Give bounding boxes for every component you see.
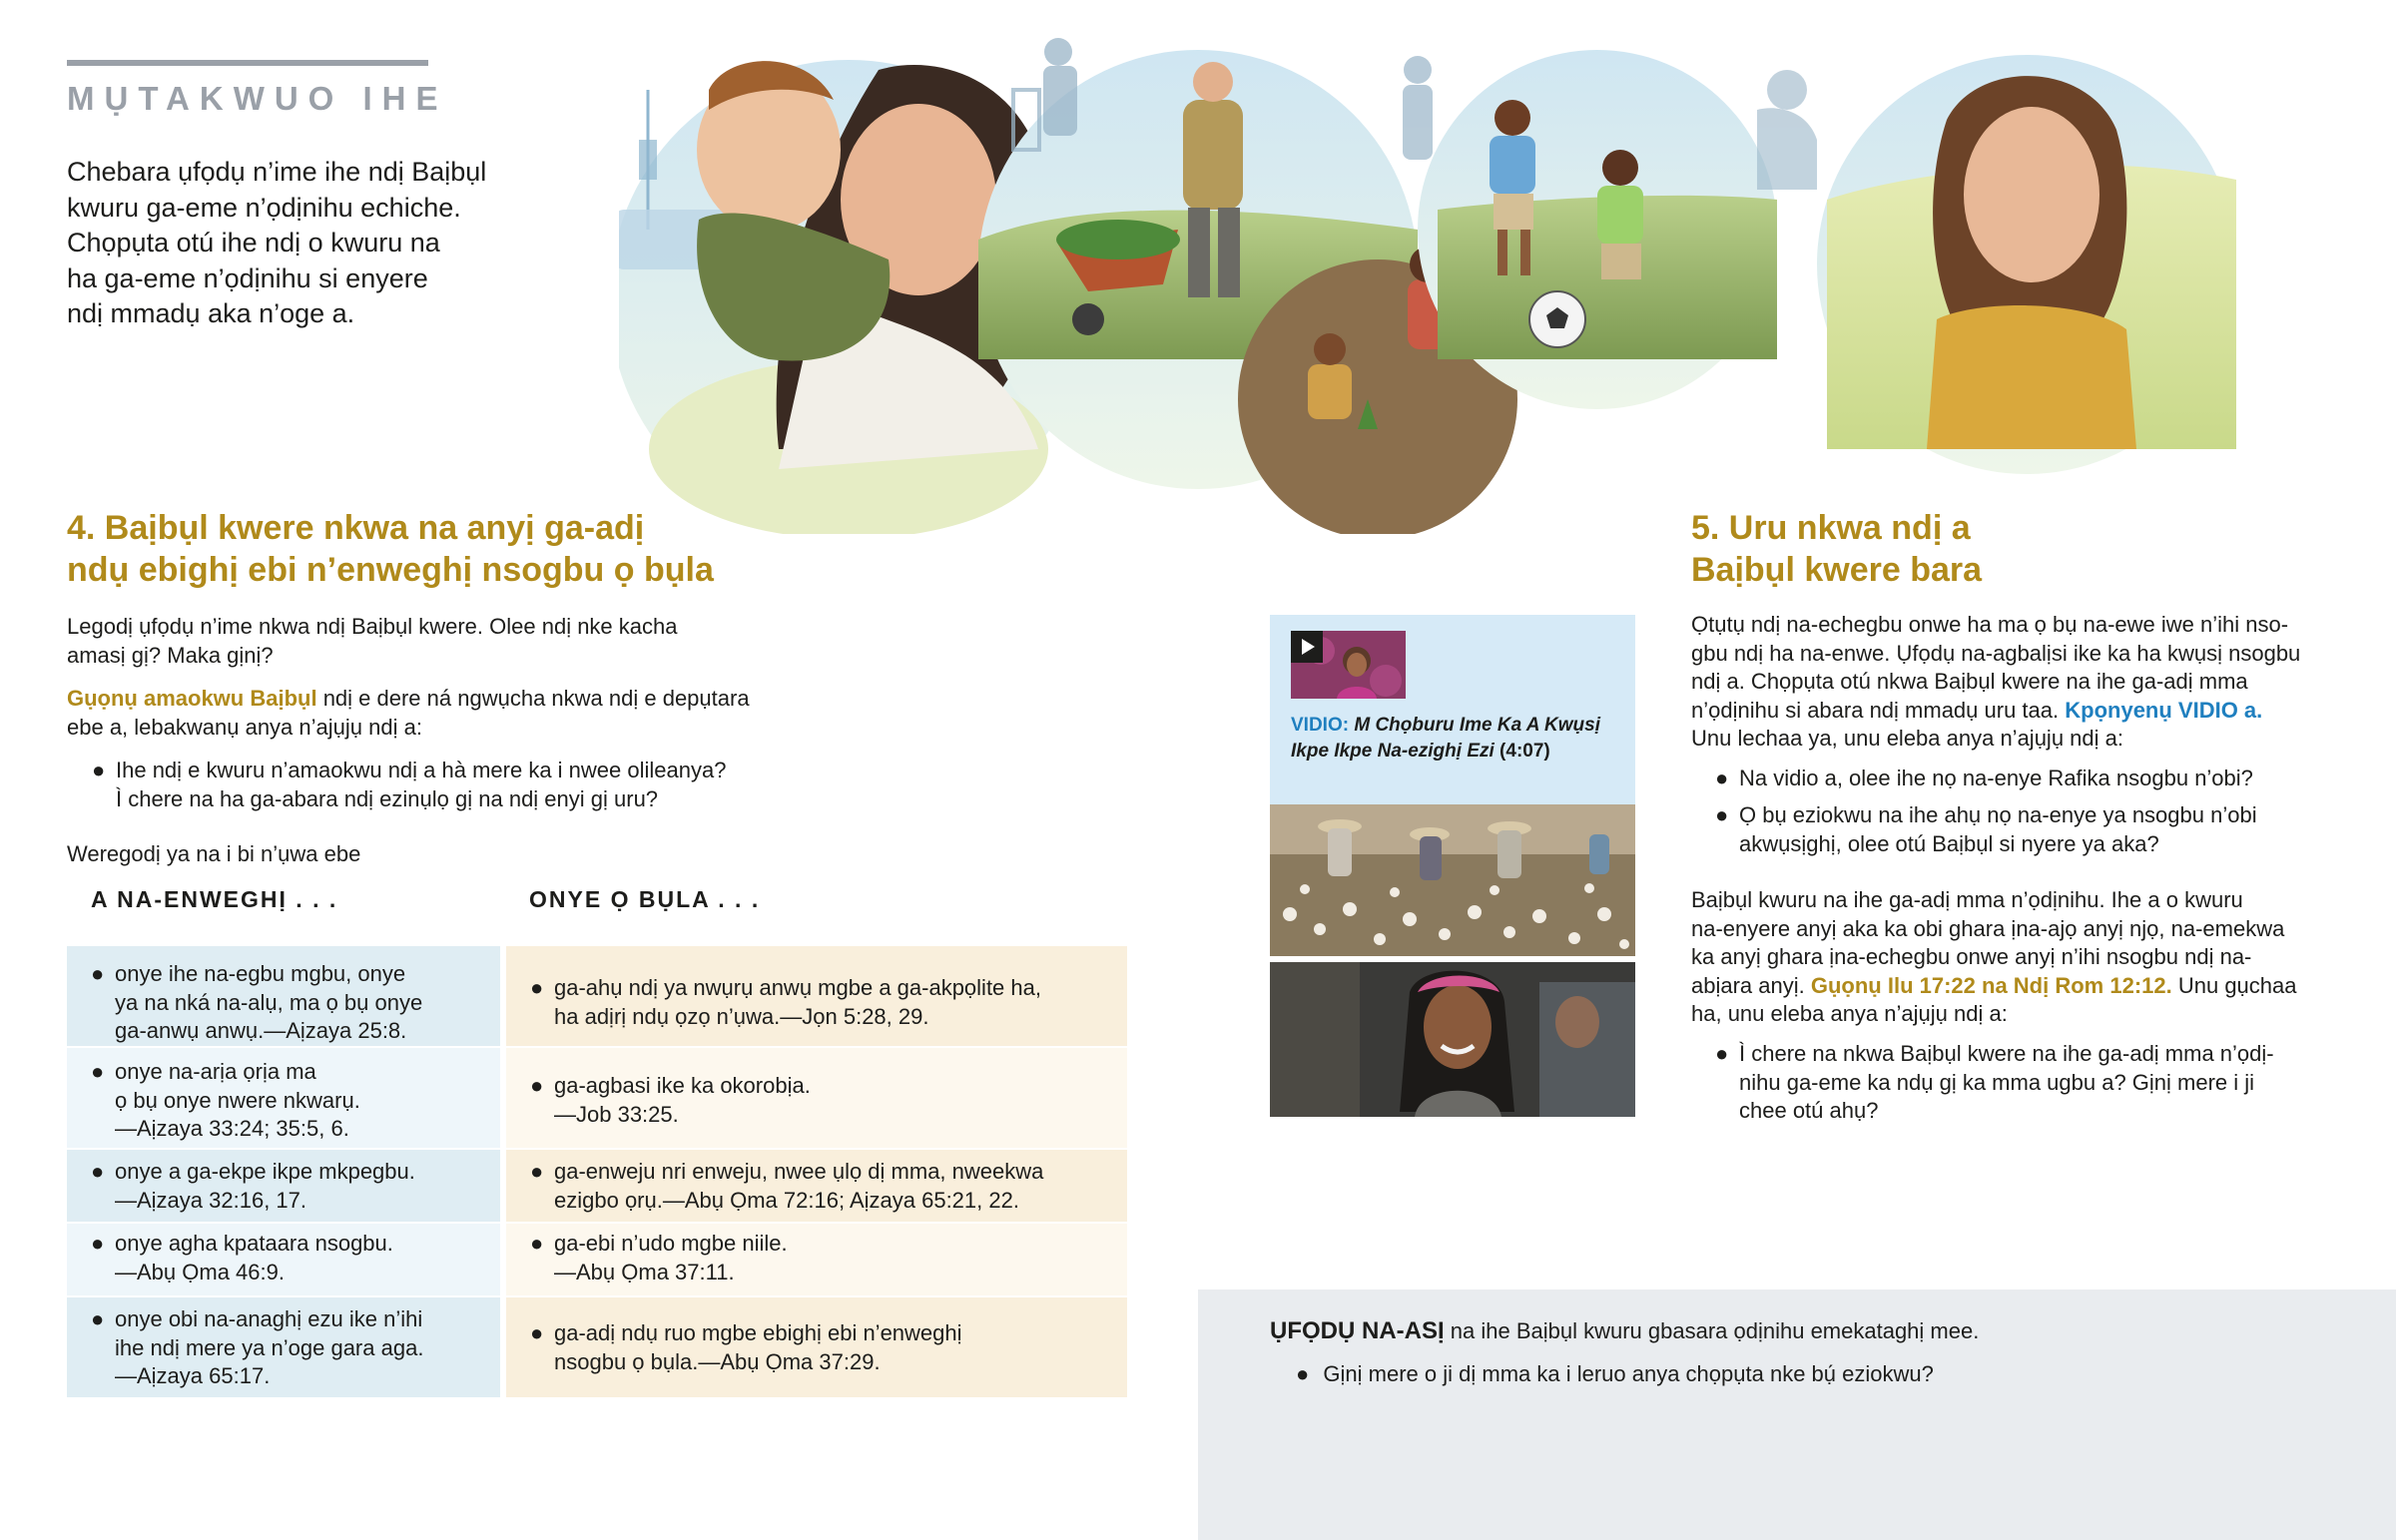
bullet-icon: ● — [91, 1306, 105, 1331]
bullet-icon: ● — [530, 1320, 544, 1345]
objection-statement: ỤFỌDỤ NA-ASỊ na ihe Baịbụl kwuru gbasara ọdịnihu emekataghị mee. — [1270, 1317, 1980, 1344]
boy-running — [1597, 150, 1643, 279]
video-card-header — [1270, 615, 1635, 804]
table-cell-left: ● onye obi na-anaghị ezu ike n’ihi ihe ndị mere ya n’oge gara aga. —Aịzaya 65:17. — [67, 1297, 500, 1397]
woman-carrying-water — [1403, 56, 1433, 160]
bullet-icon: ● — [1715, 1041, 1729, 1066]
section-4-heading: 4. Baịbụl kwere nkwa na anyị ga-adị ndụ ebighị ebi n’enweghị nsogbu ọ bụla — [67, 509, 714, 589]
video-thumbnail[interactable] — [1291, 631, 1406, 699]
table-row — [67, 946, 1127, 1046]
bullet-icon: ● — [1296, 1361, 1310, 1386]
list-item: ● Gịnị mere o ji dị mma ka i leruo anya chọpụta nke bụ́ eziokwu? — [1296, 1361, 1934, 1386]
smiling-woman-image — [1270, 962, 1635, 1117]
read-scriptures-link[interactable]: Gụọnụ Ilu 17:22 na Ndị Rom 12:12. — [1810, 972, 2172, 998]
play-video-link[interactable]: Kpọnyenụ VIDIO a. — [2065, 697, 2263, 723]
section-5-questions — [1691, 765, 2290, 864]
bullet-icon: ● — [530, 1073, 544, 1098]
objection-box — [1198, 1289, 2396, 1540]
list-item: ● Ihe ndị e kwuru n’amaokwu ndị a hà mere ka i nwee olileanya? — [92, 757, 791, 785]
table-row — [67, 1150, 1127, 1222]
table-cell-left: ● onye ihe na-egbu mgbu, onye ya na nká na-alụ, ma ọ bụ onye ga-anwụ anwụ.—Aịzaya 25:8. — [67, 946, 500, 1046]
bullet-icon: ● — [91, 961, 105, 986]
table-cell-left: ● onye agha kpataara nsogbu. —Abụ Ọma 46:9. — [67, 1224, 500, 1295]
read-scriptures-link[interactable]: Gụọnụ amaokwu Baịbụl — [67, 686, 317, 711]
table-row — [67, 1224, 1127, 1295]
bullet-icon: ● — [1715, 766, 1729, 790]
section-5-heading: 5. Uru nkwa ndị a Baịbụl kwere bara — [1691, 509, 1983, 589]
table-cell-left: ● onye a ga-ekpe ikpe mkpegbu. —Aịzaya 32:16, 17. — [67, 1150, 500, 1222]
list-item: ● Na vidio a, olee ihe nọ na-enye Rafika nsogbu n’obi? — [1715, 765, 2314, 793]
list-item: Ì chere na ha ga-abara ndị ezinụlọ gị na ndị enyi gị uru? — [116, 786, 659, 811]
section-4-instruction: Gụọnụ amaokwu Baịbụl ndị e dere ná ngwụcha nkwa ndị e depụtara ebe a, lebakwanụ anya n’ajụjụ ndị a: — [67, 686, 750, 740]
promises-table — [67, 886, 1127, 1395]
bullet-icon: ● — [91, 1059, 105, 1084]
bullet-icon: ● — [1715, 802, 1729, 827]
section-5-paragraph: Baịbụl kwuru na ihe ga-adị mma n’ọdịnihu. Ihe a o kwuru na-enyere anyị aka ka obi ghara ịna-ajọ anyị njọ, na-emekwa ka anyị ghara ịna-echegbu onwe anyị n’ihi nsogbu ndị na- abịara anyị. Gụọnụ Ilu 17:22 na Ndị Rom 12:12. Unu gụchaa ha, unu eleba anya n’ajụjụ ndị a: — [1691, 887, 2297, 1026]
table-header-right: ONYE Ọ BỤLA . . . — [529, 886, 761, 912]
table-row — [67, 1297, 1127, 1397]
list-item: ● Ọ bụ eziokwu na ihe ahụ nọ na-enye ya nsogbu n’obi akwụsịghị, olee otú Baịbụl si nyere ya aka? — [1715, 802, 2257, 856]
section-5-intro: Ọtụtụ ndị na-echegbu onwe ha ma ọ bụ na-ewe iwe n’ihi nso- gbu ndị ha na-enwe. Ụfọdụ na-agbalịsi ike ka ha kwụsị nsogbu ndị a. Chọpụta otú nkwa Baịbụl kwere na ihe ga-adị mma n’ọdịnihu si abara ndị mmadụ uru taa. Kpọnyenụ VIDIO a. Unu lechaa ya, unu eleba anya n’ajụjụ ndị a: — [1691, 612, 2301, 751]
header-rule — [67, 60, 428, 66]
future-hope-illustration — [619, 30, 2276, 534]
table-cell-left: ● onye na-arịa ọrịa ma ọ bụ onye nwere nkwarụ. —Aịzaya 33:24; 35:5, 6. — [67, 1048, 500, 1148]
table-header-left: A NA-ENWEGHỊ . . . — [91, 886, 338, 912]
table-cell-right: ● ga-agbasi ike ka okorobịa. —Job 33:25. — [506, 1048, 1127, 1148]
table-cell-right: ● ga-ahụ ndị ya nwụrụ anwụ mgbe a ga-akpọlite ha, ha adịrị ndụ ọzọ n’ụwa.—Jọn 5:28, 29. — [506, 946, 1127, 1046]
woman-shirt — [1927, 305, 2136, 449]
intro-text: Chebara ụfọdụ n’ime ihe ndị Baịbụl kwuru ga-eme n’ọdịnihu echiche. Chọpụta otú ihe ndị o kwuru na ha ga-eme n’ọdịnihu si enyere ndị mmadụ aka n’oge a. — [67, 157, 487, 328]
table-cell-right: ● ga-ebi n’udo mgbe niile. —Abụ Ọma 37:11. — [506, 1224, 1127, 1295]
table-row — [67, 1048, 1127, 1148]
video-title[interactable]: VIDIO: M Chọburu Ime Ka A Kwụsị Ikpe Ikpe Na-ezighị Ezi (4:07) — [1291, 715, 1600, 762]
section-4-questions — [92, 757, 791, 828]
list-item: ● Ì chere na nkwa Baịbụl kwere na ihe ga-adị mma n’ọdị- nihu ga-eme ka ndụ gị ka mma ugbu a? Gịnị mere i ji chee otú ahụ? — [1715, 1041, 2274, 1123]
table-cell-right: ● ga-adị ndụ ruo mgbe ebighị ebi n’enweghị nsogbu ọ bụla.—Abụ Ọma 37:29. — [506, 1297, 1127, 1397]
woman-face — [1964, 107, 2099, 282]
bullet-icon: ● — [91, 1159, 105, 1184]
face — [1424, 985, 1492, 1069]
section-4-lead-in: Weregodị ya na i bi n’ụwa ebe — [67, 841, 361, 866]
table-cell-right: ● ga-enweju nri enweju, nwee ụlọ dị mma, nweekwa ezigbo ọrụ.—Abụ Ọma 72:16; Aịzaya 65:21, 22. — [506, 1150, 1127, 1222]
bullet-icon: ● — [530, 1231, 544, 1256]
sad-person-sitting — [1757, 70, 1817, 190]
cotton-field-image — [1270, 804, 1635, 956]
section-4-intro: Legodị ụfọdụ n’ime nkwa ndị Baịbụl kwere. Olee ndị nke kacha amasị gị? Maka gịnị? — [67, 614, 678, 668]
video-card[interactable] — [1270, 615, 1635, 1117]
section-5-final-question — [1691, 1040, 2290, 1130]
soccer-ball-icon — [1529, 291, 1585, 347]
bullet-icon: ● — [91, 1231, 105, 1256]
bullet-icon: ● — [92, 758, 106, 782]
bullet-icon: ● — [530, 975, 544, 1000]
bullet-icon: ● — [530, 1159, 544, 1184]
section-label: MỤTAKWUO IHE — [67, 80, 448, 117]
play-icon[interactable] — [1291, 631, 1323, 663]
